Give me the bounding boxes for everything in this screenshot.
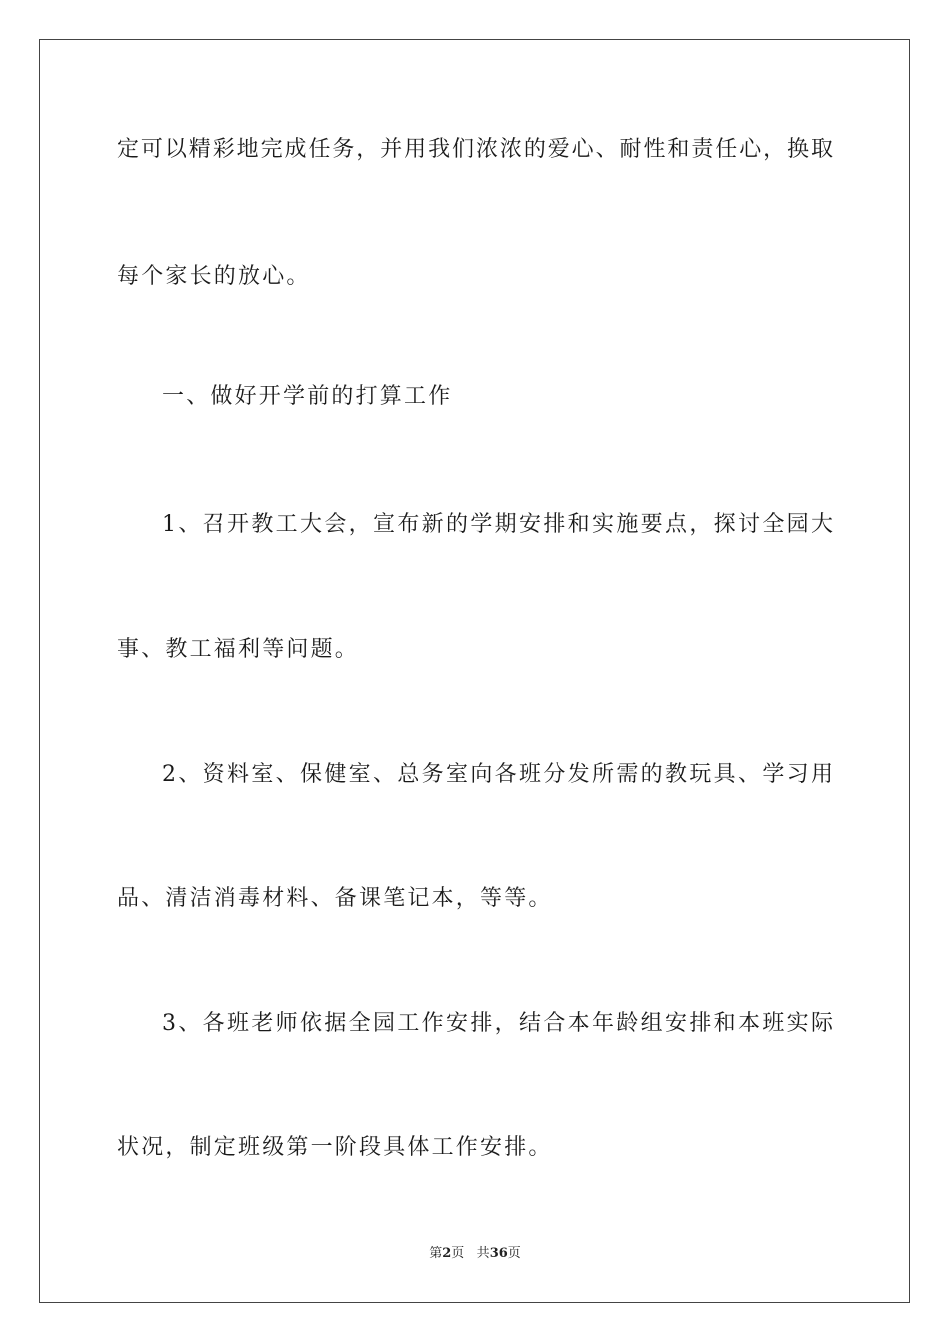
page-footer [0,1245,950,1263]
text-line-5: 事、教工福利等问题。 [117,637,360,662]
footer-total-suffix: 页 [507,1246,521,1261]
text-line-9: 状况，制定班级第一阶段具体工作安排。 [117,1135,553,1160]
footer-total-prefix: 共 [476,1246,490,1261]
text-line-7: 品、清洁消毒材料、备课笔记本，等等。 [117,886,553,911]
page-border [39,39,910,1303]
text-line-4: 1、召开教工大会，宣布新的学期安排和实施要点，探讨全园大 [162,512,833,537]
section-heading: 一、做好开学前的打算工作 [162,384,453,409]
footer-page-suffix: 页 [451,1246,465,1261]
text-line-6: 2、资料室、保健室、总务室向各班分发所需的教玩具、学习用 [162,762,833,787]
footer-page-prefix: 第 [429,1246,443,1261]
footer-total-number: 36 [489,1246,508,1261]
footer-page-number: 2 [442,1246,452,1261]
text-line-1: 定可以精彩地完成任务，并用我们浓浓的爱心、耐性和责任心，换取 [117,137,833,162]
text-line-8: 3、各班老师依据全园工作安排，结合本年龄组安排和本班实际 [162,1011,833,1036]
text-line-2: 每个家长的放心。 [117,264,311,289]
